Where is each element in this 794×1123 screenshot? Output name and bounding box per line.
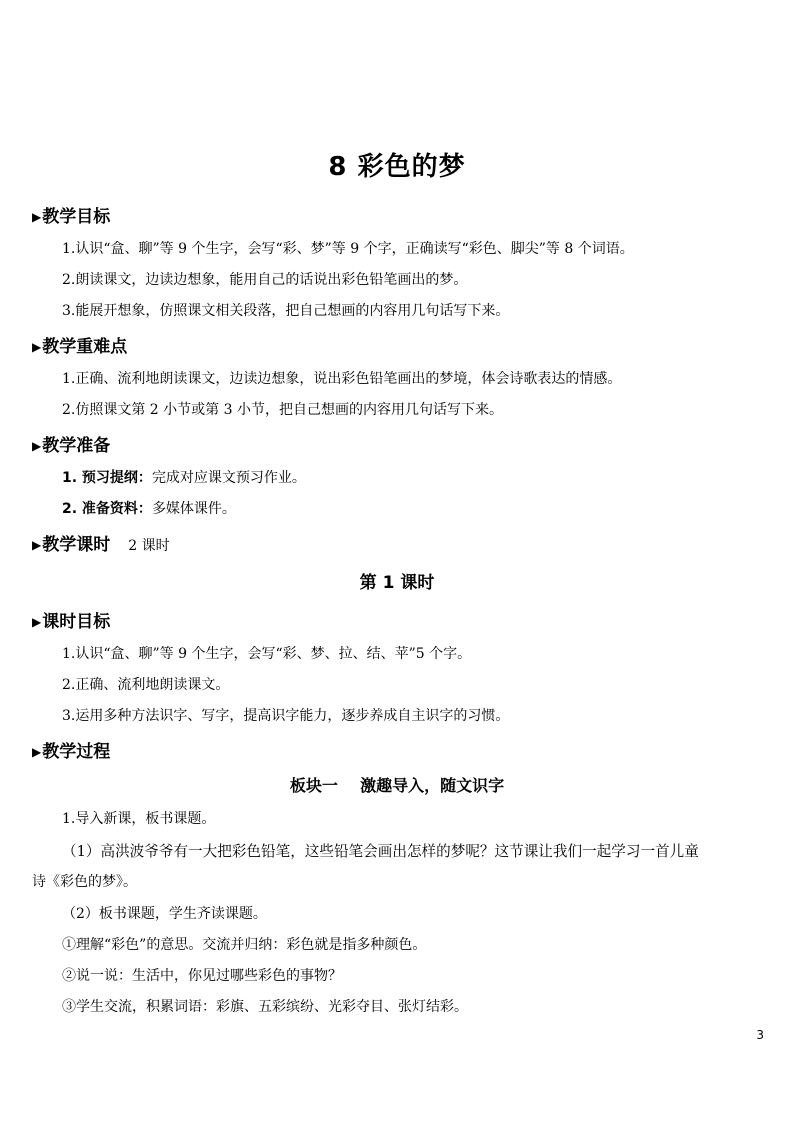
lesson-goal-item-1: 1.认识“盒、聊”等 9 个生字，会写“彩、梦、拉、结、苹”5 个字。 xyxy=(62,646,472,662)
heading-process: ▶教学过程 xyxy=(32,742,111,762)
triangle-marker-icon: ▶ xyxy=(32,340,42,354)
process-step-1: 1.导入新课，板书课题。 xyxy=(62,811,216,827)
heading-preparation: ▶教学准备 xyxy=(32,436,111,456)
prep-item-2: 2. 准备资料：多媒体课件。 xyxy=(62,501,236,517)
triangle-marker-icon: ▶ xyxy=(32,538,42,552)
triangle-marker-icon: ▶ xyxy=(32,439,42,453)
block-one-title: 板块一 激趣导入，随文识字 xyxy=(289,776,505,795)
heading-lesson-goals: ▶课时目标 xyxy=(32,612,111,632)
page-number: 3 xyxy=(756,1028,764,1042)
document-title: 8 彩色的梦 xyxy=(328,152,466,182)
goal-item-1: 1.认识“盒、聊”等 9 个生字，会写“彩、梦”等 9 个字，正确读写“彩色、脚尖”等 8 个词语。 xyxy=(62,241,634,257)
heading-hours: ▶教学课时 2 课时 xyxy=(32,535,170,555)
key-point-item-2: 2.仿照课文第 2 小节或第 3 小节，把自己想画的内容用几句话写下来。 xyxy=(62,402,503,418)
process-item-2: ②说一说：生活中，你见过哪些彩色的事物？ xyxy=(62,968,342,984)
prep-item-label: 2. 准备资料： xyxy=(62,501,152,517)
triangle-marker-icon: ▶ xyxy=(32,745,42,759)
heading-teaching-goals: ▶教学目标 xyxy=(32,207,111,227)
goal-item-2: 2.朗读课文，边读边想象，能用自己的话说出彩色铅笔画出的梦。 xyxy=(62,272,468,288)
triangle-marker-icon: ▶ xyxy=(32,615,42,629)
process-paragraph-line-2: 诗《彩色的梦》。 xyxy=(32,874,137,890)
lesson-goal-item-3: 3.运用多种方法识字、写字，提高识字能力，逐步养成自主识字的习惯。 xyxy=(62,708,510,724)
triangle-marker-icon: ▶ xyxy=(32,210,42,224)
key-point-item-1: 1.正确、流利地朗读课文，边读边想象，说出彩色铅笔画出的梦境，体会诗歌表达的情感。 xyxy=(62,371,622,387)
process-item-1: ①理解“彩色”的意思。交流并归纳：彩色就是指多种颜色。 xyxy=(62,937,427,953)
process-item-3: ③学生交流，积累词语：彩旗、五彩缤纷、光彩夺目、张灯结彩。 xyxy=(62,999,468,1015)
process-step-2: （2）板书课题，学生齐读课题。 xyxy=(62,906,267,922)
process-paragraph-line-1: （1）高洪波爷爷有一大把彩色铅笔，这些铅笔会画出怎样的梦呢？这节课让我们一起学习一首儿童 xyxy=(62,843,699,860)
prep-item-label: 1. 预习提纲： xyxy=(62,470,152,486)
hours-value: 2 课时 xyxy=(128,538,170,554)
lesson-goal-item-2: 2.正确、流利地朗读课文。 xyxy=(62,677,230,693)
goal-item-3: 3.能展开想象，仿照课文相关段落，把自己想画的内容用几句话写下来。 xyxy=(62,303,510,319)
prep-item-1: 1. 预习提纲：完成对应课文预习作业。 xyxy=(62,470,306,486)
heading-key-points: ▶教学重难点 xyxy=(32,337,128,357)
lesson-1-title: 第 1 课时 xyxy=(359,573,435,593)
